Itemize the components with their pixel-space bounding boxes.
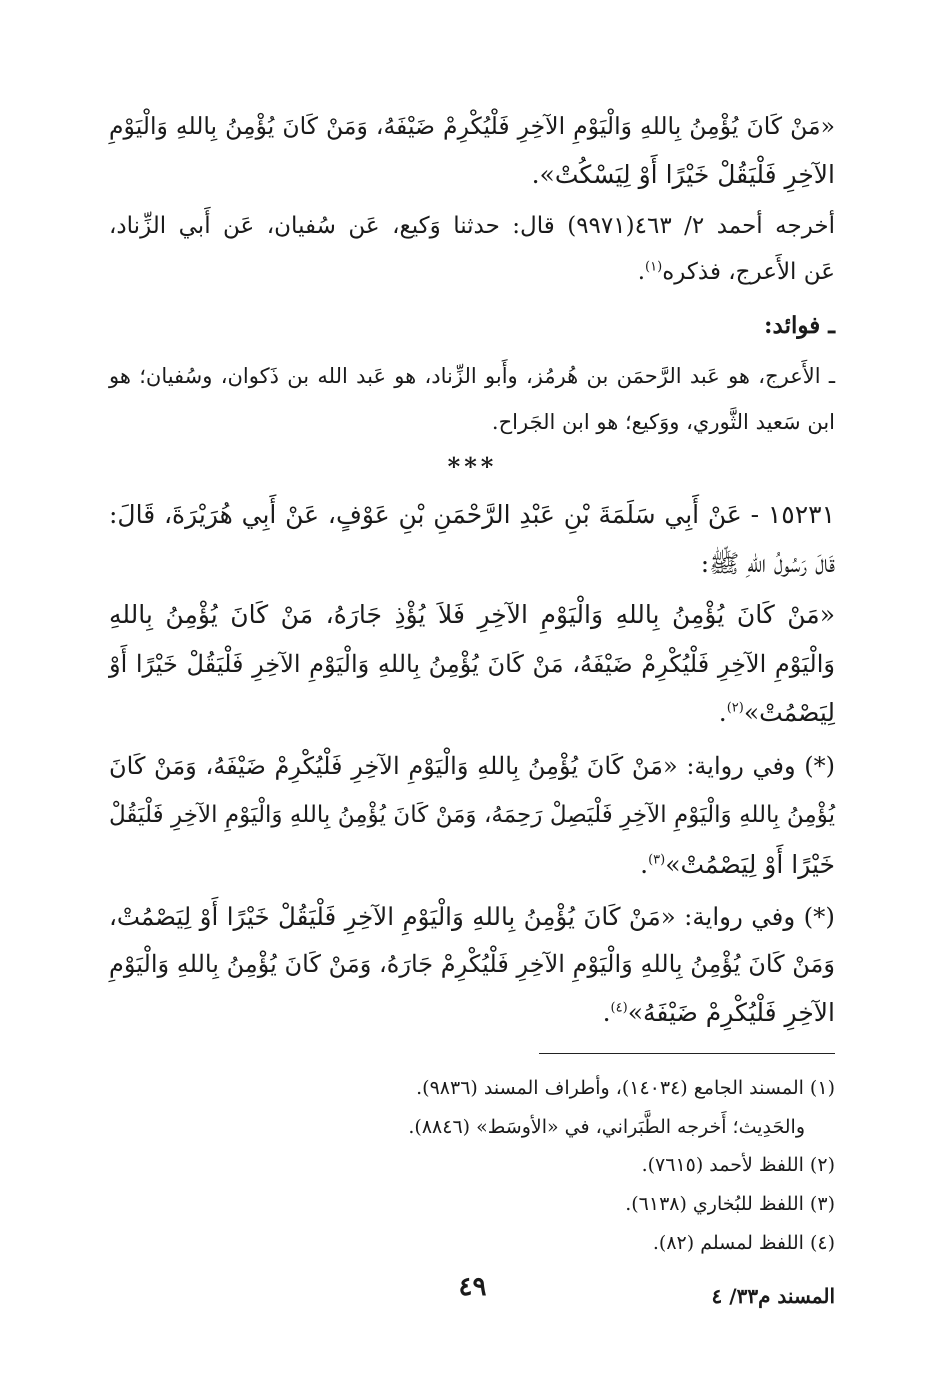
footnote: (١) المسند الجامع (١٤٠٣٤)، وأطراف المسند (٩٨٣٦).	[416, 1077, 835, 1099]
takhrij-line: أخرجه أحمد ٢/ ٤٦٣(٩٩٧١) قال: حدثنا وَكيع، عَن سُفيان، عَن أَبي الزِّناد،	[109, 213, 836, 239]
matn-text: لِيَصْمُتْ»	[743, 698, 835, 727]
hadith-text-line: «مَنْ كَانَ يُؤْمِنُ بِاللهِ وَالْيَوْمِ الآخِرِ فَلْيُكْرِمْ ضَيْفَهُ، وَمَنْ كَانَ يُؤْمِنُ بِاللهِ وَالْيَوْمِ	[109, 112, 835, 140]
riwaya-text: خَيْرًا أَوْ لِيَصْمُتْ»	[665, 850, 835, 879]
riwaya-line: (*) وفي رواية: «مَنْ كَانَ يُؤْمِنُ بِاللهِ وَالْيَوْمِ الآخِرِ فَلْيَقُلْ خَيْرًا أَوْ لِيَصْمُتْ،	[109, 902, 835, 931]
riwaya-line: الآخِرِ فَلْيُكْرِمْ ضَيْفَهُ»$^{(٤)}$.	[602, 998, 835, 1027]
benefits-heading: ـ فوائد:	[764, 312, 835, 339]
hadith-isnad-line: قَالَ رَسُولُ اللهِ ﷺ:	[700, 549, 835, 578]
hadith-isnad-line: ١٥٢٣١ - عَنْ أَبِي سَلَمَةَ بْنِ عَبْدِ الرَّحْمَنِ بْنِ عَوْفٍ، عَنْ أَبِي هُرَيْرَةَ، قَالَ:	[109, 500, 835, 529]
riwaya-line: يُؤْمِنُ بِاللهِ وَالْيَوْمِ الآخِرِ فَلْيَصِلْ رَحِمَهُ، وَمَنْ كَانَ يُؤْمِنُ بِاللهِ وَالْيَوْمِ الآخِرِ فَلْيَقُلْ	[109, 802, 835, 828]
hadith-text-line: الآخِرِ فَلْيَقُلْ خَيْرًا أَوْ لِيَسْكُتْ».	[531, 160, 835, 189]
printer-signature: المسند م٣٣/ ٤	[711, 1284, 835, 1308]
takhrij-text: عَن الأَعرج، فذكره	[662, 259, 835, 285]
benefits-line: ابن سَعيد الثَّوري، ووَكيع؛ هو ابن الجَراح.	[491, 410, 835, 434]
riwaya-text: الآخِرِ فَلْيُكْرِمْ ضَيْفَهُ»	[627, 998, 835, 1027]
section-separator: ***	[447, 452, 498, 481]
footnote-divider	[539, 1053, 835, 1054]
benefits-line: ـ الأَعرج، هو عَبد الرَّحمَن بن هُرمُز، وأَبو الزِّناد، هو عَبد الله بن ذَكوان، وسُفيان؛ هو	[109, 364, 835, 388]
footnote: (٢) اللفظ لأحمد (٧٦١٥).	[641, 1154, 835, 1176]
hadith-matn-line: لِيَصْمُتْ»$^{(٢)}$.	[718, 698, 835, 727]
takhrij-line: عَن الأَعرج، فذكره$^{(١)}$.	[637, 259, 835, 285]
footnote-ref: (١)	[645, 259, 663, 275]
footnote-ref: (٢)	[726, 700, 744, 716]
hadith-matn-line: وَالْيَوْمِ الآخِرِ فَلْيُكْرِمْ ضَيْفَهُ، مَنْ كَانَ يُؤْمِنُ بِاللهِ وَالْيَوْمِ الآخِرِ فَلْيَقُلْ خَيْرًا أَوْ	[109, 650, 835, 678]
riwaya-line: خَيْرًا أَوْ لِيَصْمُتْ»$^{(٣)}$.	[640, 850, 835, 879]
hadith-matn-line: «مَنْ كَانَ يُؤْمِنُ بِاللهِ وَالْيَوْمِ الآخِرِ فَلاَ يُؤْذِ جَارَهُ، مَنْ كَانَ يُؤْمِنُ بِاللهِ	[109, 600, 835, 629]
footnote-ref: (٤)	[610, 1000, 628, 1016]
footnote: (٤) اللفظ لمسلم (٨٢).	[652, 1232, 835, 1254]
riwaya-line: (*) وفي رواية: «مَنْ كَانَ يُؤْمِنُ بِاللهِ وَالْيَوْمِ الآخِرِ فَلْيُكْرِمْ ضَيْفَهُ، وَمَنْ كَانَ	[109, 752, 835, 780]
riwaya-line: وَمَنْ كَانَ يُؤْمِنُ بِاللهِ وَالْيَوْمِ الآخِرِ فَلْيُكْرِمْ جَارَهُ، وَمَنْ كَانَ يُؤْمِنُ بِاللهِ وَالْيَوْمِ	[109, 950, 835, 978]
footnote: (٣) اللفظ للبُخاري (٦١٣٨).	[625, 1193, 835, 1215]
footnote: والحَدِيث؛ أَخرجه الطَّبَراني، في «الأوسَط» (٨٨٤٦).	[408, 1116, 805, 1138]
page-number: ٤٩	[458, 1272, 487, 1302]
footnote-ref: (٣)	[648, 852, 666, 868]
